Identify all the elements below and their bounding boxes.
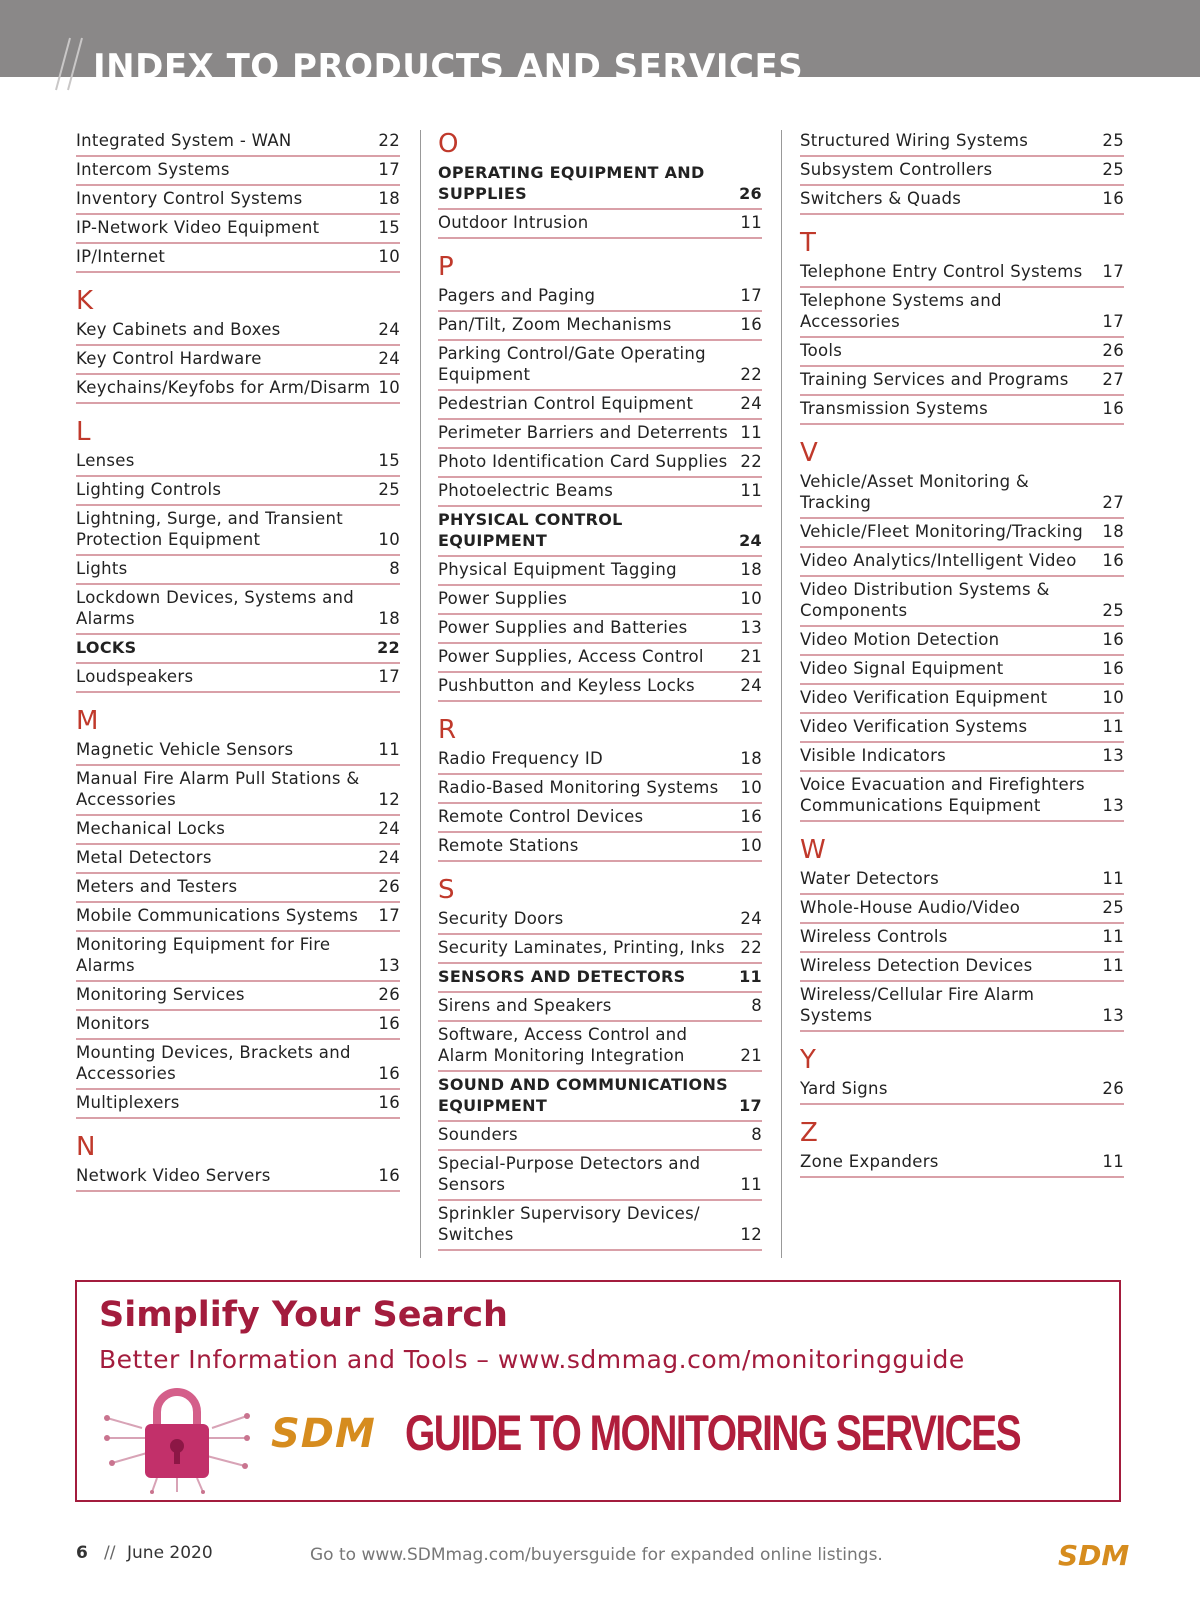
index-entry[interactable] bbox=[438, 557, 762, 586]
entry-name: PHYSICAL CONTROL EQUIPMENT bbox=[438, 510, 623, 550]
entry-page-number: 21 bbox=[740, 647, 762, 666]
entry-page-number: 15 bbox=[378, 218, 400, 237]
index-entry[interactable] bbox=[438, 746, 762, 775]
entry-name: Video Verification Equipment bbox=[800, 688, 1048, 707]
entry-page-number: 11 bbox=[740, 213, 762, 232]
entry-page-number: 26 bbox=[1102, 341, 1124, 360]
entry-name: Lightning, Surge, and Transient Protection Equipment bbox=[76, 509, 344, 549]
index-entry[interactable] bbox=[76, 766, 400, 816]
entry-page-number: 12 bbox=[378, 790, 400, 809]
entry-name: Water Detectors bbox=[800, 869, 940, 888]
page-header bbox=[0, 0, 1200, 87]
entry-name: Inventory Control Systems bbox=[76, 189, 303, 208]
index-entry[interactable] bbox=[438, 906, 762, 935]
index-entry[interactable] bbox=[76, 244, 400, 273]
index-entry[interactable] bbox=[76, 128, 400, 157]
entry-page-number: 8 bbox=[389, 559, 400, 578]
entry-name: Magnetic Vehicle Sensors bbox=[76, 740, 294, 759]
entry-page-number: 13 bbox=[1102, 796, 1124, 815]
entry-name: Power Supplies and Batteries bbox=[438, 618, 688, 637]
index-entry[interactable] bbox=[800, 743, 1124, 772]
entry-page-number: 17 bbox=[378, 160, 400, 179]
sdm-footer-logo: SDM bbox=[1058, 1539, 1130, 1572]
entry-page-number: 10 bbox=[740, 589, 762, 608]
entry-page-number: 22 bbox=[740, 365, 762, 384]
index-entry[interactable] bbox=[76, 1011, 400, 1040]
entry-page-number: 26 bbox=[739, 184, 762, 203]
index-entry[interactable] bbox=[800, 186, 1124, 215]
index-entry[interactable] bbox=[438, 804, 762, 833]
index-entry[interactable] bbox=[800, 866, 1124, 895]
index-entry[interactable] bbox=[76, 317, 400, 346]
entry-page-number: 18 bbox=[378, 609, 400, 628]
entry-name: Radio-Based Monitoring Systems bbox=[438, 778, 719, 797]
index-entry[interactable] bbox=[438, 615, 762, 644]
index-column-1 bbox=[76, 128, 400, 1192]
entry-name: Video Signal Equipment bbox=[800, 659, 1004, 678]
entry-name: Switchers & Quads bbox=[800, 189, 962, 208]
entry-name: Lockdown Devices, Systems and Alarms bbox=[76, 588, 355, 628]
section-letter: W bbox=[800, 835, 826, 865]
index-entry[interactable] bbox=[800, 469, 1124, 519]
entry-page-number: 24 bbox=[740, 909, 762, 928]
entry-name: Meters and Testers bbox=[76, 877, 238, 896]
column-divider bbox=[420, 130, 421, 1258]
entry-name: Vehicle/Fleet Monitoring/Tracking bbox=[800, 522, 1084, 541]
index-entry[interactable] bbox=[438, 644, 762, 673]
entry-name: Video Verification Systems bbox=[800, 717, 1028, 736]
double-slash-icon bbox=[52, 36, 90, 92]
entry-name: Power Supplies, Access Control bbox=[438, 647, 704, 666]
entry-name: Subsystem Controllers bbox=[800, 160, 993, 179]
entry-name: Telephone Entry Control Systems bbox=[800, 262, 1083, 281]
promo-title: Simplify Your Search bbox=[99, 1295, 508, 1335]
entry-name: Voice Evacuation and Firefighters Communications Equipment bbox=[800, 775, 1085, 815]
section-letter: T bbox=[800, 228, 816, 258]
index-entry[interactable] bbox=[438, 341, 762, 391]
entry-page-number: 16 bbox=[1102, 399, 1124, 418]
index-entry[interactable] bbox=[800, 577, 1124, 627]
entry-name: Intercom Systems bbox=[76, 160, 230, 179]
section-letter: V bbox=[800, 438, 818, 468]
entry-page-number: 16 bbox=[1102, 551, 1124, 570]
index-entry[interactable] bbox=[438, 312, 762, 341]
entry-name: Software, Access Control and Alarm Monitoring Integration bbox=[438, 1025, 688, 1065]
index-entry[interactable] bbox=[76, 1163, 400, 1192]
entry-name: Visible Indicators bbox=[800, 746, 947, 765]
index-entry[interactable] bbox=[438, 210, 762, 239]
index-entry[interactable] bbox=[76, 816, 400, 845]
entry-page-number: 11 bbox=[740, 423, 762, 442]
entry-page-number: 21 bbox=[740, 1046, 762, 1065]
entry-page-number: 26 bbox=[378, 877, 400, 896]
index-entry[interactable] bbox=[800, 685, 1124, 714]
index-entry[interactable] bbox=[800, 924, 1124, 953]
index-entry[interactable] bbox=[76, 737, 400, 766]
entry-page-number: 13 bbox=[378, 956, 400, 975]
index-entry[interactable] bbox=[438, 673, 762, 702]
entry-name: IP/Internet bbox=[76, 247, 166, 266]
index-entry[interactable] bbox=[76, 585, 400, 635]
entry-page-number: 17 bbox=[1102, 312, 1124, 331]
entry-page-number: 8 bbox=[751, 1125, 762, 1144]
index-entry[interactable] bbox=[438, 775, 762, 804]
section-letter: S bbox=[438, 875, 455, 905]
entry-page-number: 17 bbox=[1102, 262, 1124, 281]
entry-name: Metal Detectors bbox=[76, 848, 212, 867]
entry-name: Key Cabinets and Boxes bbox=[76, 320, 281, 339]
entry-page-number: 17 bbox=[740, 286, 762, 305]
section-letter: N bbox=[76, 1132, 96, 1162]
index-column-3 bbox=[800, 128, 1124, 1178]
entry-page-number: 16 bbox=[378, 1166, 400, 1185]
entry-name: Video Distribution Systems & Components bbox=[800, 580, 1050, 620]
entry-page-number: 18 bbox=[1102, 522, 1124, 541]
entry-name: Mounting Devices, Brackets and Accessories bbox=[76, 1043, 351, 1083]
entry-page-number: 12 bbox=[740, 1225, 762, 1244]
entry-page-number: 16 bbox=[1102, 189, 1124, 208]
sdm-brand-logo: SDM bbox=[271, 1411, 376, 1457]
entry-page-number: 11 bbox=[1102, 717, 1124, 736]
index-entry[interactable] bbox=[800, 982, 1124, 1032]
entry-name: Sirens and Speakers bbox=[438, 996, 612, 1015]
entry-name: Wireless Detection Devices bbox=[800, 956, 1033, 975]
entry-page-number: 26 bbox=[378, 985, 400, 1004]
entry-name: Remote Stations bbox=[438, 836, 579, 855]
index-entry[interactable] bbox=[438, 283, 762, 312]
entry-page-number: 11 bbox=[740, 1175, 762, 1194]
entry-name: Training Services and Programs bbox=[800, 370, 1069, 389]
entry-name: Lights bbox=[76, 559, 128, 578]
index-entry[interactable] bbox=[76, 845, 400, 874]
index-entry[interactable] bbox=[438, 507, 762, 557]
entry-page-number: 15 bbox=[378, 451, 400, 470]
entry-page-number: 10 bbox=[378, 247, 400, 266]
section-letter: Y bbox=[800, 1045, 816, 1075]
index-entry[interactable] bbox=[800, 338, 1124, 367]
entry-page-number: 17 bbox=[378, 906, 400, 925]
index-entry[interactable] bbox=[438, 1122, 762, 1151]
entry-name: Special-Purpose Detectors and Sensors bbox=[438, 1154, 701, 1194]
entry-page-number: 8 bbox=[751, 996, 762, 1015]
index-entry[interactable] bbox=[76, 346, 400, 375]
entry-page-number: 11 bbox=[1102, 1152, 1124, 1171]
index-entry[interactable] bbox=[438, 1022, 762, 1072]
entry-name: Wireless/Cellular Fire Alarm Systems bbox=[800, 985, 1035, 1025]
entry-name: Perimeter Barriers and Deterrents bbox=[438, 423, 729, 442]
entry-name: Monitors bbox=[76, 1014, 150, 1033]
entry-page-number: 24 bbox=[378, 848, 400, 867]
entry-page-number: 16 bbox=[740, 315, 762, 334]
entry-page-number: 11 bbox=[1102, 927, 1124, 946]
entry-name: Tools bbox=[800, 341, 843, 360]
entry-name: Lenses bbox=[76, 451, 135, 470]
entry-name: Outdoor Intrusion bbox=[438, 213, 589, 232]
section-letter: O bbox=[438, 129, 459, 159]
entry-name: Yard Signs bbox=[800, 1079, 888, 1098]
entry-name: Photo Identification Card Supplies bbox=[438, 452, 728, 471]
entry-page-number: 11 bbox=[739, 967, 762, 986]
entry-page-number: 11 bbox=[378, 740, 400, 759]
entry-name: Pan/Tilt, Zoom Mechanisms bbox=[438, 315, 672, 334]
index-entry[interactable] bbox=[800, 656, 1124, 685]
issue-date: June 2020 bbox=[127, 1543, 213, 1563]
index-entry[interactable] bbox=[438, 391, 762, 420]
entry-page-number: 11 bbox=[1102, 869, 1124, 888]
index-entry[interactable] bbox=[800, 259, 1124, 288]
entry-name: Lighting Controls bbox=[76, 480, 222, 499]
entry-page-number: 25 bbox=[1102, 601, 1124, 620]
index-column-2 bbox=[438, 128, 762, 1251]
index-entry[interactable] bbox=[438, 993, 762, 1022]
entry-page-number: 18 bbox=[740, 560, 762, 579]
entry-page-number: 10 bbox=[740, 836, 762, 855]
entry-page-number: 25 bbox=[1102, 898, 1124, 917]
entry-page-number: 22 bbox=[740, 452, 762, 471]
index-entry[interactable] bbox=[800, 895, 1124, 924]
entry-page-number: 16 bbox=[378, 1064, 400, 1083]
entry-page-number: 26 bbox=[1102, 1079, 1124, 1098]
footer-separator: // bbox=[104, 1543, 116, 1563]
entry-name: Sounders bbox=[438, 1125, 518, 1144]
entry-name: Parking Control/Gate Operating Equipment bbox=[438, 344, 706, 384]
buyers-guide-link[interactable]: Go to www.SDMmag.com/buyersguide for expanded online listings. bbox=[310, 1545, 883, 1565]
index-entry[interactable] bbox=[800, 157, 1124, 186]
entry-page-number: 18 bbox=[740, 749, 762, 768]
index-entry[interactable] bbox=[438, 1151, 762, 1201]
entry-name: Loudspeakers bbox=[76, 667, 194, 686]
entry-name: OPERATING EQUIPMENT AND SUPPLIES bbox=[438, 163, 705, 203]
index-entry[interactable] bbox=[800, 714, 1124, 743]
entry-page-number: 10 bbox=[1102, 688, 1124, 707]
entry-page-number: 16 bbox=[378, 1014, 400, 1033]
index-entry[interactable] bbox=[800, 627, 1124, 656]
entry-name: Vehicle/Asset Monitoring & Tracking bbox=[800, 472, 1030, 512]
index-entry[interactable] bbox=[76, 1040, 400, 1090]
entry-name: Security Doors bbox=[438, 909, 564, 928]
index-entry[interactable] bbox=[800, 548, 1124, 577]
entry-page-number: 22 bbox=[378, 131, 400, 150]
index-entry[interactable] bbox=[800, 953, 1124, 982]
entry-name: Video Motion Detection bbox=[800, 630, 1000, 649]
entry-name: Wireless Controls bbox=[800, 927, 948, 946]
entry-name: Manual Fire Alarm Pull Stations & Accessories bbox=[76, 769, 360, 809]
index-entry[interactable] bbox=[76, 903, 400, 932]
entry-page-number: 25 bbox=[1102, 160, 1124, 179]
entry-name: Keychains/Keyfobs for Arm/Disarm bbox=[76, 378, 371, 397]
entry-name: Mechanical Locks bbox=[76, 819, 226, 838]
index-entry[interactable] bbox=[76, 874, 400, 903]
index-entry[interactable] bbox=[800, 288, 1124, 338]
index-entry[interactable] bbox=[76, 157, 400, 186]
entry-name: Mobile Communications Systems bbox=[76, 906, 359, 925]
entry-name: SOUND AND COMMUNICATIONS EQUIPMENT bbox=[438, 1075, 728, 1115]
entry-page-number: 24 bbox=[740, 394, 762, 413]
index-entry[interactable] bbox=[76, 448, 400, 477]
page-title: INDEX TO PRODUCTS AND SERVICES bbox=[93, 47, 804, 87]
entry-page-number: 11 bbox=[740, 481, 762, 500]
section-letter: M bbox=[76, 706, 99, 736]
entry-name: Whole-House Audio/Video bbox=[800, 898, 1021, 917]
entry-page-number: 13 bbox=[1102, 746, 1124, 765]
entry-name: Key Control Hardware bbox=[76, 349, 262, 368]
entry-name: Integrated System - WAN bbox=[76, 131, 292, 150]
index-entry[interactable] bbox=[76, 1090, 400, 1119]
index-entry[interactable] bbox=[438, 1072, 762, 1122]
promo-banner[interactable] bbox=[75, 1280, 1121, 1502]
entry-page-number: 24 bbox=[739, 531, 762, 550]
index-entry[interactable] bbox=[800, 367, 1124, 396]
entry-page-number: 16 bbox=[1102, 630, 1124, 649]
index-entry[interactable] bbox=[76, 932, 400, 982]
entry-page-number: 25 bbox=[378, 480, 400, 499]
entry-page-number: 11 bbox=[1102, 956, 1124, 975]
index-entry[interactable] bbox=[76, 186, 400, 215]
section-letter: P bbox=[438, 252, 454, 282]
index-entry[interactable] bbox=[76, 664, 400, 693]
entry-name: Structured Wiring Systems bbox=[800, 131, 1029, 150]
index-entry[interactable] bbox=[76, 556, 400, 585]
entry-page-number: 24 bbox=[378, 320, 400, 339]
entry-page-number: 16 bbox=[1102, 659, 1124, 678]
index-entry[interactable] bbox=[800, 396, 1124, 425]
entry-name: Zone Expanders bbox=[800, 1152, 939, 1171]
entry-name: Physical Equipment Tagging bbox=[438, 560, 677, 579]
entry-name: Pushbutton and Keyless Locks bbox=[438, 676, 695, 695]
entry-page-number: 24 bbox=[378, 349, 400, 368]
index-entry[interactable] bbox=[438, 964, 762, 993]
index-entry[interactable] bbox=[800, 772, 1124, 822]
entry-page-number: 24 bbox=[740, 676, 762, 695]
promo-subtitle[interactable]: Better Information and Tools – www.sdmmag.com/monitoringguide bbox=[99, 1345, 965, 1374]
entry-page-number: 13 bbox=[740, 618, 762, 637]
index-entry[interactable] bbox=[438, 1201, 762, 1251]
index-entry[interactable] bbox=[76, 982, 400, 1011]
entry-page-number: 10 bbox=[740, 778, 762, 797]
entry-page-number: 22 bbox=[377, 638, 400, 657]
entry-name: Photoelectric Beams bbox=[438, 481, 614, 500]
entry-name: Monitoring Services bbox=[76, 985, 245, 1004]
index-entry[interactable] bbox=[800, 1076, 1124, 1105]
entry-name: Transmission Systems bbox=[800, 399, 988, 418]
index-entry[interactable] bbox=[438, 449, 762, 478]
page-footer bbox=[0, 1539, 1200, 1573]
entry-name: Network Video Servers bbox=[76, 1166, 271, 1185]
index-entry[interactable] bbox=[438, 833, 762, 862]
section-letter: R bbox=[438, 715, 457, 745]
entry-name: SENSORS AND DETECTORS bbox=[438, 967, 686, 986]
entry-name: Security Laminates, Printing, Inks bbox=[438, 938, 725, 957]
index-entry[interactable] bbox=[438, 160, 762, 210]
entry-name: Power Supplies bbox=[438, 589, 568, 608]
entry-page-number: 10 bbox=[378, 378, 400, 397]
index-entry[interactable] bbox=[800, 128, 1124, 157]
entry-page-number: 27 bbox=[1102, 493, 1124, 512]
entry-page-number: 16 bbox=[740, 807, 762, 826]
entry-page-number: 16 bbox=[378, 1093, 400, 1112]
entry-name: LOCKS bbox=[76, 638, 137, 657]
section-letter: K bbox=[76, 286, 94, 316]
column-divider bbox=[781, 130, 782, 1258]
index-entry[interactable] bbox=[76, 215, 400, 244]
page-number: 6 bbox=[76, 1543, 88, 1563]
entry-page-number: 17 bbox=[378, 667, 400, 686]
index-entry[interactable] bbox=[438, 478, 762, 507]
entry-name: Pagers and Paging bbox=[438, 286, 596, 305]
index-entry[interactable] bbox=[76, 477, 400, 506]
entry-page-number: 10 bbox=[378, 530, 400, 549]
entry-page-number: 25 bbox=[1102, 131, 1124, 150]
entry-page-number: 17 bbox=[739, 1096, 762, 1115]
section-letter: L bbox=[76, 417, 91, 447]
entry-page-number: 13 bbox=[1102, 1006, 1124, 1025]
index-entry[interactable] bbox=[76, 375, 400, 404]
index-entry[interactable] bbox=[438, 420, 762, 449]
entry-name: IP-Network Video Equipment bbox=[76, 218, 320, 237]
entry-name: Sprinkler Supervisory Devices/ Switches bbox=[438, 1204, 700, 1244]
index-entry[interactable] bbox=[800, 519, 1124, 548]
entry-page-number: 18 bbox=[378, 189, 400, 208]
entry-name: Monitoring Equipment for Fire Alarms bbox=[76, 935, 331, 975]
entry-name: Multiplexers bbox=[76, 1093, 180, 1112]
padlock-circuit-icon bbox=[97, 1378, 257, 1494]
entry-name: Radio Frequency ID bbox=[438, 749, 604, 768]
index-entry[interactable] bbox=[438, 935, 762, 964]
entry-name: Telephone Systems and Accessories bbox=[800, 291, 1002, 331]
index-entry[interactable] bbox=[76, 506, 400, 556]
index-entry[interactable] bbox=[800, 1149, 1124, 1178]
entry-name: Remote Control Devices bbox=[438, 807, 644, 826]
guide-title: GUIDE TO MONITORING SERVICES bbox=[405, 1405, 1021, 1461]
index-entry[interactable] bbox=[76, 635, 400, 664]
entry-name: Pedestrian Control Equipment bbox=[438, 394, 694, 413]
index-entry[interactable] bbox=[438, 586, 762, 615]
entry-page-number: 24 bbox=[378, 819, 400, 838]
entry-page-number: 22 bbox=[740, 938, 762, 957]
section-letter: Z bbox=[800, 1118, 818, 1148]
entry-page-number: 27 bbox=[1102, 370, 1124, 389]
entry-name: Video Analytics/Intelligent Video bbox=[800, 551, 1077, 570]
